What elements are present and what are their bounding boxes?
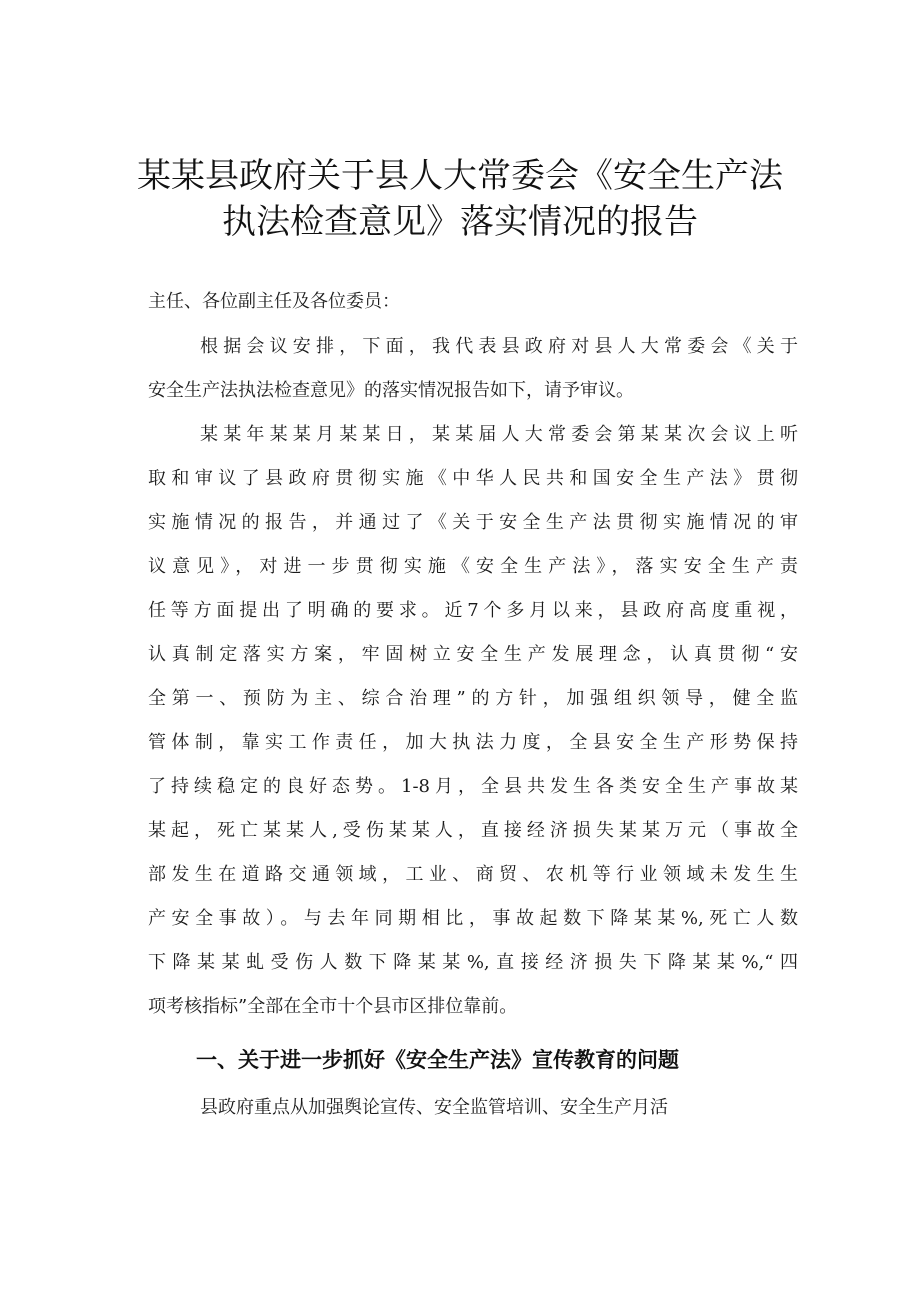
salutation: 主任、各位副主任及各位委员： (148, 291, 400, 312)
paragraph-2-line: 认真制定落实方案，牢固树立安全生产发展理念，认真贯彻“安 (148, 644, 798, 665)
paragraph-2-line: 部发生在道路交通领域，工业、商贸、农机等行业领域未发生生 (148, 864, 798, 885)
document-title-line-2: 执法检查意见》落实情况的报告 (222, 202, 698, 242)
document-title-line-1: 某某县政府关于县人大常委会《安全生产法 (137, 156, 783, 196)
paragraph-2-line: 议意见》，对进一步贯彻实施《安全生产法》，落实安全生产责 (148, 556, 798, 577)
paragraph-2-line: 下降某某虬受伤人数下降某某%,直接经济损失下降某某%,“四 (148, 952, 798, 973)
paragraph-1-line: 安全生产法执法检查意见》的落实情况报告如下，请予审议。 (148, 380, 634, 401)
paragraph-2-line: 项考核指标”全部在全市十个县市区排位靠前。 (148, 996, 518, 1017)
paragraph-2-line: 取和审议了县政府贯彻实施《中华人民共和国安全生产法》贯彻 (148, 468, 798, 489)
section-1-paragraph-line: 县政府重点从加强舆论宣传、安全监管培训、安全生产月活 (200, 1097, 668, 1118)
paragraph-2-line: 某某年某某月某某日，某某届人大常委会第某某次会议上听 (200, 424, 798, 445)
paragraph-2-line: 全第一、预防为主、综合治理”的方针，加强组织领导，健全监 (148, 688, 798, 709)
paragraph-1-line: 根据会议安排，下面，我代表县政府对县人大常委会《关于 (200, 336, 798, 357)
paragraph-2-line: 了持续稳定的良好态势。1-8月，全县共发生各类安全生产事故某 (148, 776, 798, 797)
paragraph-2-line: 某起，死亡某某人,受伤某某人，直接经济损失某某万元（事故全 (148, 820, 798, 841)
section-1-heading: 一、关于进一步抓好《安全生产法》宣传教育的问题 (196, 1048, 679, 1072)
paragraph-2-line: 任等方面提出了明确的要求。近7个多月以来，县政府高度重视， (148, 600, 798, 621)
paragraph-2-line: 管体制，靠实工作责任，加大执法力度，全县安全生产形势保持 (148, 732, 798, 753)
paragraph-2-line: 实施情况的报告，并通过了《关于安全生产法贯彻实施情况的审 (148, 512, 798, 533)
paragraph-2-line: 产安全事故）。与去年同期相比，事故起数下降某某%,死亡人数 (148, 908, 798, 929)
